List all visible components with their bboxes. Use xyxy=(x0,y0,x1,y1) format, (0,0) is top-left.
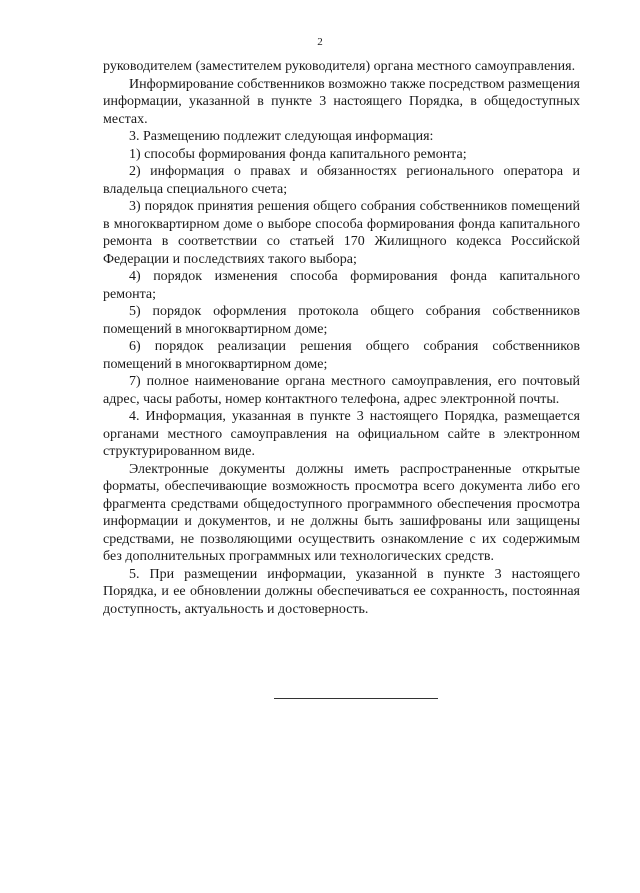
page-number: 2 xyxy=(317,36,323,48)
list-item-3: 3) порядок принятия решения общего собрания собственников помещений в многоквартирном доме о выборе способа формирования фонда капитального ремонта в соответствии со статьей 170 Жилищного кодекса Российской Федерации и последствиях такого выбора; xyxy=(103,199,580,267)
paragraph-electronic-documents: Электронные документы должны иметь распространенные открытые форматы, обеспечивающие возможность просмотра всего документа либо его фрагмента средствами общедоступного программного обеспечения просмотра информации и документов, и не должны быть зашифрованы или защищены средствами, не позволяющими осуществить ознакомление с их содержимым без дополнительных программных или технологических средств. xyxy=(103,461,580,564)
list-item-7: 7) полное наименование органа местного самоуправления, его почтовый адрес, часы работы, номер контактного телефона, адрес электронной почты. xyxy=(103,374,580,407)
list-item-4: 4) порядок изменения способа формирования фонда капитального ремонта; xyxy=(103,269,580,302)
paragraph-section-4: 4. Информация, указанная в пункте 3 настоящего Порядка, размещается органами местного самоуправления на официальном сайте в электронном структурированном виде. xyxy=(103,409,580,459)
paragraph-informing-public-places: Информирование собственников возможно также посредством размещения информации, указанной в пункте 3 настоящего Порядка, в общедоступных местах. xyxy=(103,76,580,127)
paragraph-continuation: руководителем (заместителем руководителя) органа местного самоуправления. xyxy=(103,59,576,74)
paragraph-section-3-heading: 3. Размещению подлежит следующая информация: xyxy=(129,129,434,144)
paragraph-section-5: 5. При размещении информации, указанной в пункте 3 настоящего Порядка, и ее обновлении должны обеспечиваться ее сохранность, постоянная доступность, актуальность и достоверность. xyxy=(103,566,580,617)
closing-divider xyxy=(274,698,438,699)
list-item-1: 1) способы формирования фонда капитального ремонта; xyxy=(129,146,467,162)
list-item-6: 6) порядок реализации решения общего собрания собственников помещений в многоквартирном доме; xyxy=(103,339,580,372)
list-item-2: 2) информация о правах и обязанностях регионального оператора и владельца специального счета; xyxy=(103,164,580,197)
list-item-5: 5) порядок оформления протокола общего собрания собственников помещений в многоквартирном доме; xyxy=(103,304,580,337)
document-body xyxy=(103,58,580,618)
